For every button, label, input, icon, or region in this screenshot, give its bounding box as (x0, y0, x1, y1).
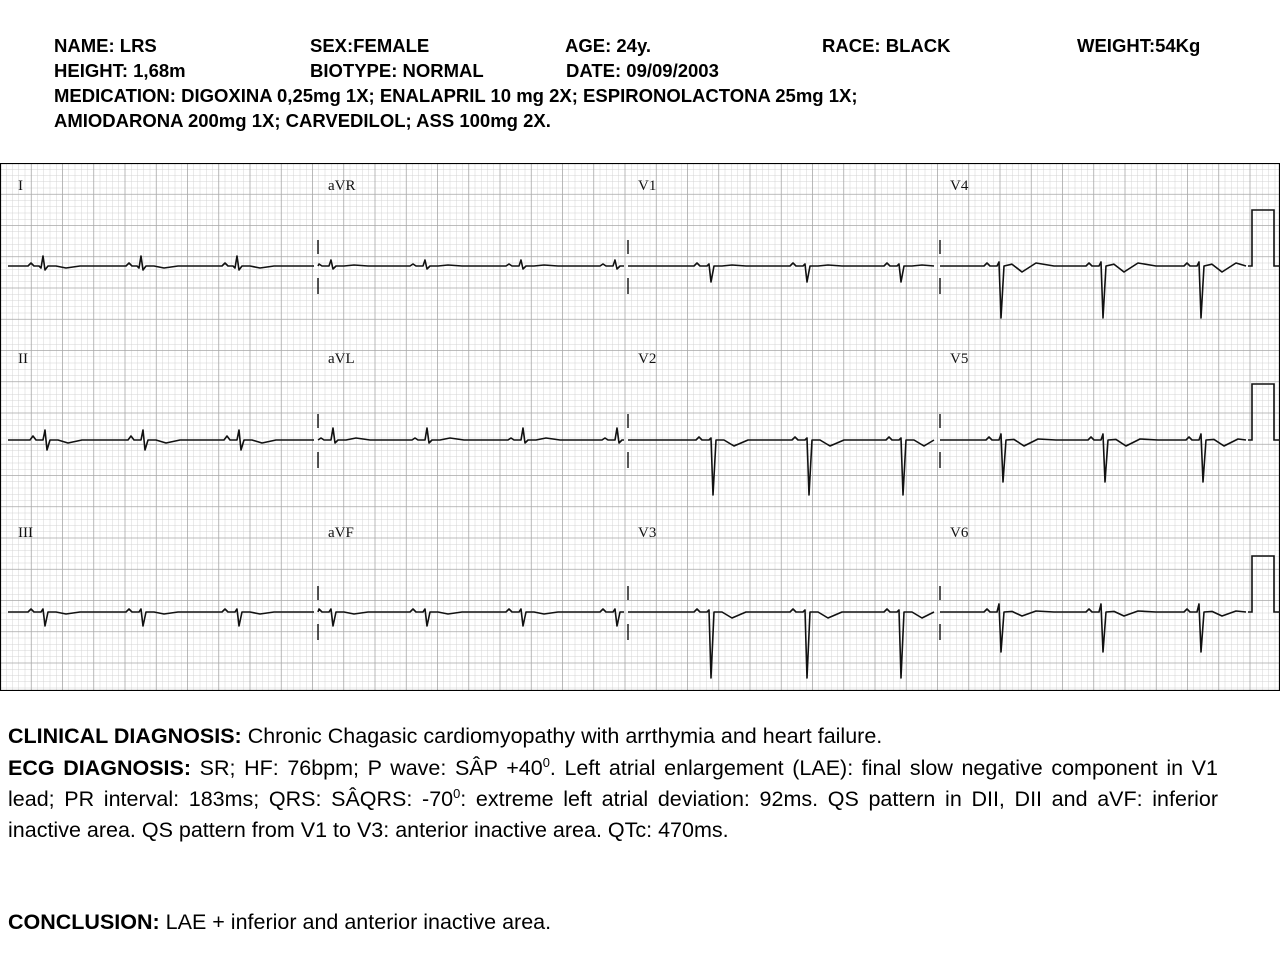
patient-height: HEIGHT: 1,68m (54, 60, 186, 81)
ecg-diagnosis-text-1: SR; HF: 76bpm; P wave: SÂP +40 (199, 756, 543, 780)
trace-ii (8, 430, 314, 450)
clinical-diagnosis (8, 721, 1218, 752)
trace-avl (318, 428, 624, 443)
ecg-tracing (0, 163, 1280, 691)
lead-label-v1: V1 (638, 178, 657, 194)
trace-avr (318, 260, 624, 269)
exam-date: DATE: 09/09/2003 (566, 60, 719, 81)
lead-label-avr: aVR (328, 178, 356, 194)
patient-name: NAME: LRS (54, 35, 157, 56)
medication-line-2: AMIODARONA 200mg 1X; CARVEDILOL; ASS 100mg 2X. (54, 110, 551, 131)
patient-biotype: BIOTYPE: NORMAL (310, 60, 484, 81)
lead-label-avf: aVF (328, 525, 354, 541)
lead-label-v4: V4 (950, 178, 969, 194)
patient-weight: WEIGHT:54Kg (1077, 35, 1201, 56)
trace-v6 (940, 604, 1246, 652)
patient-race: RACE: BLACK (822, 35, 951, 56)
patient-sex: SEX:FEMALE (310, 35, 430, 56)
patient-age: AGE: 24y. (565, 35, 652, 56)
lead-label-avl: aVL (328, 351, 355, 367)
lead-label-v6: V6 (950, 525, 969, 541)
clinical-diagnosis-label: CLINICAL DIAGNOSIS: (8, 724, 242, 748)
ecg-diagnosis (8, 753, 1218, 846)
conclusion-label: CONCLUSION: (8, 910, 160, 934)
degree-mark-qrs: 0 (453, 785, 461, 801)
ecg-lead-labels (18, 178, 969, 541)
lead-label-v2: V2 (638, 351, 657, 367)
lead-label-v5: V5 (950, 351, 969, 367)
patient-header (54, 33, 1254, 133)
degree-mark-p: 0 (542, 754, 550, 770)
ecg-diagnosis-label: ECG DIAGNOSIS: (8, 756, 192, 780)
lead-label-iii: III (18, 525, 33, 541)
lead-label-ii: II (18, 351, 28, 367)
medication-line-1: MEDICATION: DIGOXINA 0,25mg 1X; ENALAPRIL 10 mg 2X; ESPIRONOLACTONA 25mg 1X; (54, 85, 858, 106)
ecg-diagnosis-text-2: . Left atrial enlargement (LAE): final slow negative component in V1 lead; PR interval: 183ms; QRS: SÂQRS: -70 (8, 756, 1218, 811)
conclusion (8, 907, 1218, 938)
trace-avf (318, 609, 624, 626)
trace-iii (8, 609, 314, 626)
lead-label-i: I (18, 178, 23, 194)
clinical-diagnosis-text: Chronic Chagasic cardiomyopathy with arrthymia and heart failure. (247, 724, 883, 748)
conclusion-text: LAE + inferior and anterior inactive area. (165, 910, 552, 934)
ecg-diagnosis-text-3: : extreme left atrial deviation: 92ms. QS pattern in DII, DII and aVF: inferior inactive area. QS pattern from V1 to V3: anterior inactive area. QTc: 470ms. (8, 787, 1218, 842)
lead-label-v3: V3 (638, 525, 657, 541)
trace-v4 (940, 262, 1246, 318)
